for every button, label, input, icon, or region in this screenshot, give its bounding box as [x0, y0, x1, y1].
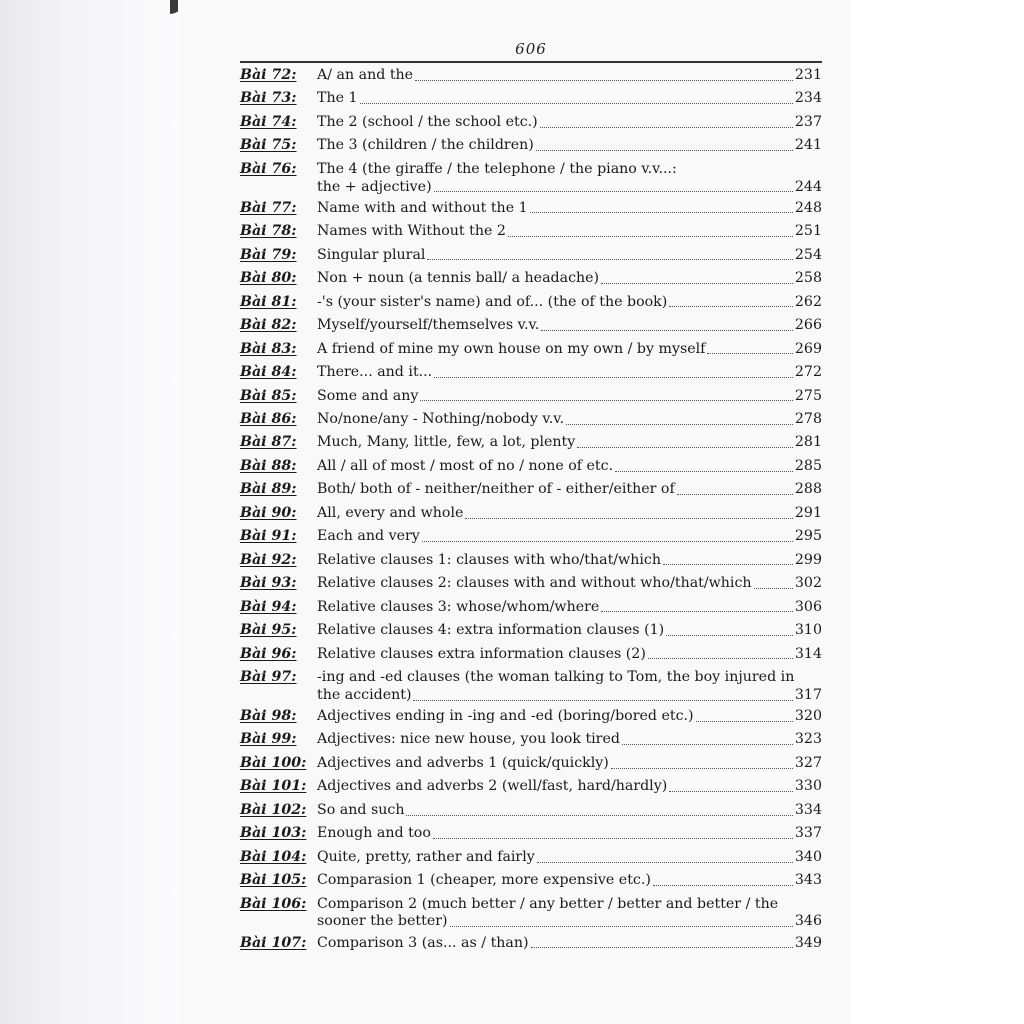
dot-leader — [537, 862, 793, 863]
lesson-page-number: 248 — [794, 199, 822, 216]
dot-leader — [465, 518, 793, 519]
lesson-title: -ing and -ed clauses (the woman talking to Tom, the boy injured in — [317, 669, 795, 686]
lesson-title-line — [317, 687, 822, 705]
toc-entry[interactable] — [240, 575, 822, 593]
lesson-title-line — [317, 434, 822, 452]
lesson-content — [317, 67, 822, 85]
lesson-label: Bài 105: — [240, 872, 307, 889]
lesson-content — [317, 223, 822, 241]
dot-leader — [360, 103, 793, 104]
toc-entry[interactable] — [240, 388, 822, 406]
lesson-title: Non + noun (a tennis ball/ a headache) — [317, 270, 600, 287]
lesson-content — [317, 434, 822, 452]
lesson-label: Bài 84: — [240, 364, 297, 381]
lesson-content — [317, 669, 822, 704]
lesson-label: Bài 89: — [240, 481, 297, 498]
lesson-title-line — [317, 223, 822, 241]
lesson-page-number: 241 — [794, 137, 822, 154]
lesson-title: All / all of most / most of no / none of etc. — [317, 457, 614, 474]
lesson-title-line — [317, 669, 822, 687]
lesson-title: The 2 (school / the school etc.) — [317, 113, 538, 130]
lesson-label: Bài 88: — [240, 457, 297, 474]
lesson-page-number: 295 — [794, 528, 822, 545]
lesson-page-number: 314 — [794, 645, 822, 662]
lesson-title-line — [317, 599, 822, 617]
lesson-content — [317, 137, 822, 155]
dot-leader — [415, 80, 793, 81]
lesson-title-line — [317, 872, 822, 890]
lesson-title: Comparasion 1 (cheaper, more expensive etc.) — [317, 872, 651, 889]
toc-entry[interactable] — [240, 731, 822, 749]
lesson-title: sooner the better) — [317, 913, 448, 930]
lesson-title-line — [317, 388, 822, 406]
lesson-title: Some and any — [317, 387, 419, 404]
toc-entry[interactable] — [240, 622, 822, 640]
lesson-content — [317, 341, 822, 359]
lesson-page-number: 275 — [794, 387, 822, 404]
lesson-page-number: 327 — [794, 754, 822, 771]
lesson-title: Names with Without the 2 — [317, 223, 506, 240]
lesson-page-number: 269 — [794, 340, 822, 357]
toc-entry[interactable] — [240, 755, 822, 773]
lesson-title-line — [317, 179, 822, 197]
lesson-label: Bài 83: — [240, 340, 297, 357]
lesson-title: Relative clauses 2: clauses with and without who/that/which — [317, 575, 752, 592]
lesson-title: Quite, pretty, rather and fairly — [317, 848, 535, 865]
toc-entry[interactable] — [240, 200, 822, 218]
scan-left-margin — [0, 0, 178, 1024]
lesson-content — [317, 458, 822, 476]
lesson-content — [317, 247, 822, 265]
lesson-label: Bài 91: — [240, 528, 297, 545]
lesson-label: Bài 97: — [240, 669, 297, 686]
lesson-label: Bài 75: — [240, 137, 297, 154]
toc-entry[interactable] — [240, 114, 822, 132]
dot-leader — [677, 494, 793, 495]
lesson-content — [317, 755, 822, 773]
toc-entry[interactable] — [240, 896, 822, 931]
lesson-title: The 3 (children / the children) — [317, 137, 534, 154]
lesson-page-number: 330 — [794, 778, 822, 795]
toc-entry[interactable] — [240, 778, 822, 796]
lesson-page-number: 258 — [794, 270, 822, 287]
dot-leader — [420, 400, 792, 401]
lesson-title-line — [317, 161, 822, 179]
toc-entry[interactable] — [240, 247, 822, 265]
lesson-label: Bài 100: — [240, 754, 307, 771]
lesson-page-number: 323 — [794, 731, 822, 748]
lesson-content — [317, 575, 822, 593]
toc-entry[interactable] — [240, 599, 822, 617]
dot-leader — [541, 330, 793, 331]
lesson-title-line — [317, 90, 822, 108]
toc-entry[interactable] — [240, 137, 822, 155]
lesson-label: Bài 86: — [240, 410, 297, 427]
lesson-label: Bài 107: — [240, 934, 307, 951]
toc-entry[interactable] — [240, 825, 822, 843]
dot-leader — [566, 424, 793, 425]
toc-entry[interactable] — [240, 341, 822, 359]
lesson-title: -'s (your sister's name) and of... (the of the book) — [317, 293, 668, 310]
lesson-title-line — [317, 317, 822, 335]
lesson-page-number: 334 — [794, 801, 822, 818]
lesson-content — [317, 646, 822, 664]
toc-entry[interactable] — [240, 646, 822, 664]
lesson-title-line — [317, 575, 822, 593]
lesson-content — [317, 802, 822, 820]
lesson-title: Relative clauses 3: whose/whom/where — [317, 598, 600, 615]
lesson-content — [317, 552, 822, 570]
table-of-contents — [240, 67, 822, 958]
lesson-title-line — [317, 935, 822, 953]
lesson-label: Bài 98: — [240, 708, 297, 724]
lesson-page-number: 254 — [794, 246, 822, 263]
lesson-page-number: 285 — [794, 457, 822, 474]
lesson-label: Bài 101: — [240, 778, 307, 795]
lesson-title: Much, Many, little, few, a lot, plenty — [317, 434, 576, 451]
page-number: 606 — [515, 40, 547, 58]
lesson-page-number: 262 — [794, 293, 822, 310]
lesson-title-line — [317, 200, 822, 218]
lesson-label: Bài 87: — [240, 434, 297, 451]
lesson-page-number: 251 — [794, 223, 822, 240]
lesson-label: Bài 90: — [240, 504, 297, 521]
toc-entry[interactable] — [240, 481, 822, 499]
lesson-label: Bài 85: — [240, 387, 297, 404]
toc-entry[interactable] — [240, 849, 822, 867]
dot-leader — [413, 700, 792, 701]
dot-leader — [622, 744, 793, 745]
toc-entry[interactable] — [240, 317, 822, 335]
lesson-title: Each and very — [317, 528, 420, 545]
lesson-label: Bài 92: — [240, 551, 297, 568]
dot-leader — [696, 721, 793, 722]
dot-leader — [508, 236, 793, 237]
dot-leader — [531, 947, 793, 948]
lesson-title: Singular plural — [317, 246, 426, 263]
toc-entry[interactable] — [240, 270, 822, 288]
dot-leader — [434, 191, 793, 192]
lesson-title: So and such — [317, 801, 405, 818]
lesson-title-line — [317, 341, 822, 359]
lesson-title: Comparison 3 (as... as / than) — [317, 934, 529, 951]
lesson-title: The 1 — [317, 90, 358, 107]
lesson-page-number: 288 — [794, 481, 822, 498]
lesson-title: Relative clauses 1: clauses with who/that/which — [317, 551, 661, 568]
lesson-page-number: 340 — [794, 848, 822, 865]
lesson-title-line — [317, 481, 822, 499]
lesson-title-line — [317, 802, 822, 820]
toc-entry[interactable] — [240, 67, 822, 85]
dot-leader — [663, 564, 793, 565]
dot-leader — [666, 635, 793, 636]
lesson-content — [317, 294, 822, 312]
toc-entry[interactable] — [240, 161, 822, 196]
lesson-title-line — [317, 294, 822, 312]
dot-leader — [601, 283, 793, 284]
dot-leader — [434, 377, 793, 378]
lesson-title: the + adjective) — [317, 178, 432, 195]
toc-entry[interactable] — [240, 364, 822, 382]
toc-entry[interactable] — [240, 872, 822, 890]
toc-entry[interactable] — [240, 434, 822, 452]
lesson-title-line — [317, 731, 822, 749]
lesson-title-line — [317, 708, 822, 726]
lesson-page-number: 320 — [794, 708, 822, 724]
dot-leader — [406, 815, 792, 816]
lesson-page-number: 234 — [794, 90, 822, 107]
toc-entry[interactable] — [240, 935, 822, 953]
lesson-title: There... and it... — [317, 364, 433, 381]
lesson-content — [317, 896, 822, 931]
lesson-title: Enough and too — [317, 825, 431, 842]
lesson-label: Bài 79: — [240, 246, 297, 263]
lesson-label: Bài 99: — [240, 731, 297, 748]
lesson-content — [317, 622, 822, 640]
lesson-title-line — [317, 646, 822, 664]
lesson-page-number: 281 — [794, 434, 822, 451]
lesson-title-line — [317, 755, 822, 773]
lesson-label: Bài 82: — [240, 317, 297, 334]
lesson-title: Adjectives and adverbs 2 (well/fast, hard/hardly) — [317, 778, 668, 795]
toc-entry[interactable] — [240, 669, 822, 704]
lesson-title-line — [317, 364, 822, 382]
lesson-title-line — [317, 114, 822, 132]
lesson-title-line — [317, 270, 822, 288]
toc-entry[interactable] — [240, 708, 822, 726]
lesson-label: Bài 94: — [240, 598, 297, 615]
lesson-content — [317, 270, 822, 288]
lesson-label: Bài 72: — [240, 67, 297, 83]
lesson-content — [317, 528, 822, 546]
lesson-content — [317, 599, 822, 617]
lesson-page-number: 346 — [794, 913, 822, 930]
lesson-page-number: 237 — [794, 113, 822, 130]
lesson-content — [317, 90, 822, 108]
dot-leader — [577, 447, 793, 448]
lesson-page-number: 302 — [794, 575, 822, 592]
toc-entry[interactable] — [240, 294, 822, 312]
lesson-content — [317, 872, 822, 890]
lesson-title-line — [317, 137, 822, 155]
toc-entry[interactable] — [240, 802, 822, 820]
lesson-title-line — [317, 778, 822, 796]
lesson-title-line — [317, 505, 822, 523]
lesson-label: Bài 95: — [240, 622, 297, 639]
dot-leader — [669, 791, 793, 792]
lesson-title: Adjectives and adverbs 1 (quick/quickly) — [317, 754, 609, 771]
dot-leader — [536, 150, 793, 151]
lesson-label: Bài 80: — [240, 270, 297, 287]
lesson-title: Relative clauses 4: extra information clauses (1) — [317, 622, 665, 639]
lesson-label: Bài 76: — [240, 160, 297, 177]
lesson-content — [317, 481, 822, 499]
toc-entry[interactable] — [240, 411, 822, 429]
dot-leader — [707, 353, 792, 354]
lesson-content — [317, 778, 822, 796]
lesson-content — [317, 200, 822, 218]
lesson-title-line — [317, 528, 822, 546]
lesson-title-line — [317, 896, 822, 914]
lesson-title: the accident) — [317, 686, 412, 703]
toc-entry[interactable] — [240, 528, 822, 546]
lesson-content — [317, 849, 822, 867]
lesson-label: Bài 81: — [240, 293, 297, 310]
dot-leader — [530, 212, 793, 213]
lesson-title-line — [317, 458, 822, 476]
header-rule — [240, 61, 822, 63]
lesson-label: Bài 104: — [240, 848, 307, 865]
lesson-title: Both/ both of - neither/neither of - either/either of — [317, 481, 675, 498]
lesson-label: Bài 93: — [240, 575, 297, 592]
lesson-label: Bài 78: — [240, 223, 297, 240]
lesson-page-number: 266 — [794, 317, 822, 334]
lesson-content — [317, 388, 822, 406]
toc-entry[interactable] — [240, 223, 822, 241]
lesson-content — [317, 708, 822, 726]
lesson-title: Relative clauses extra information clauses (2) — [317, 645, 646, 662]
lesson-content — [317, 411, 822, 429]
lesson-label: Bài 106: — [240, 895, 307, 912]
lesson-page-number: 299 — [794, 551, 822, 568]
lesson-content — [317, 114, 822, 132]
lesson-page-number: 306 — [794, 598, 822, 615]
lesson-title-line — [317, 247, 822, 265]
lesson-title: Name with and without the 1 — [317, 199, 528, 216]
lesson-title: Myself/yourself/themselves v.v. — [317, 317, 540, 334]
lesson-page-number: 231 — [794, 67, 822, 83]
lesson-label: Bài 73: — [240, 90, 297, 107]
lesson-content — [317, 935, 822, 953]
lesson-content — [317, 505, 822, 523]
toc-entry[interactable] — [240, 458, 822, 476]
dot-leader — [615, 471, 793, 472]
lesson-title-line — [317, 825, 822, 843]
lesson-page-number: 310 — [794, 622, 822, 639]
toc-entry[interactable] — [240, 552, 822, 570]
dot-leader — [450, 926, 793, 927]
lesson-title: All, every and whole — [317, 504, 464, 521]
lesson-content — [317, 364, 822, 382]
lesson-label: Bài 74: — [240, 113, 297, 130]
lesson-page-number: 278 — [794, 410, 822, 427]
lesson-label: Bài 96: — [240, 645, 297, 662]
dot-leader — [754, 588, 793, 589]
dot-leader — [422, 541, 793, 542]
lesson-title-line — [317, 552, 822, 570]
lesson-title: A friend of mine my own house on my own / by myself — [317, 340, 706, 357]
lesson-label: Bài 103: — [240, 825, 307, 842]
lesson-page-number: 291 — [794, 504, 822, 521]
lesson-page-number: 349 — [794, 934, 822, 951]
toc-entry[interactable] — [240, 90, 822, 108]
lesson-title-line — [317, 849, 822, 867]
lesson-content — [317, 731, 822, 749]
lesson-title: No/none/any - Nothing/nobody v.v. — [317, 410, 565, 427]
dot-leader — [611, 768, 793, 769]
dot-leader — [653, 885, 793, 886]
lesson-page-number: 244 — [794, 178, 822, 195]
dot-leader — [669, 306, 793, 307]
lesson-title: A/ an and the — [317, 67, 414, 83]
lesson-page-number: 337 — [794, 825, 822, 842]
dot-leader — [433, 838, 793, 839]
lesson-title-line — [317, 622, 822, 640]
lesson-title-line — [317, 411, 822, 429]
lesson-title-line — [317, 913, 822, 931]
lesson-title: Adjectives: nice new house, you look tired — [317, 731, 620, 748]
dot-leader — [601, 611, 793, 612]
lesson-page-number: 343 — [794, 872, 822, 889]
lesson-label: Bài 77: — [240, 199, 297, 216]
toc-entry[interactable] — [240, 505, 822, 523]
lesson-title: The 4 (the giraffe / the telephone / the piano v.v...: — [317, 160, 677, 177]
lesson-title: Comparison 2 (much better / any better / better and better / the — [317, 895, 779, 912]
lesson-page-number: 317 — [794, 686, 822, 703]
lesson-label: Bài 102: — [240, 801, 307, 818]
lesson-title-line — [317, 67, 822, 85]
lesson-page-number: 272 — [794, 364, 822, 381]
dot-leader — [427, 259, 792, 260]
lesson-title: Adjectives ending in -ing and -ed (boring/bored etc.) — [317, 708, 694, 724]
dot-leader — [540, 127, 793, 128]
dot-leader — [648, 658, 793, 659]
lesson-content — [317, 317, 822, 335]
lesson-content — [317, 825, 822, 843]
scan-right-margin — [850, 0, 1024, 1024]
lesson-content — [317, 161, 822, 196]
